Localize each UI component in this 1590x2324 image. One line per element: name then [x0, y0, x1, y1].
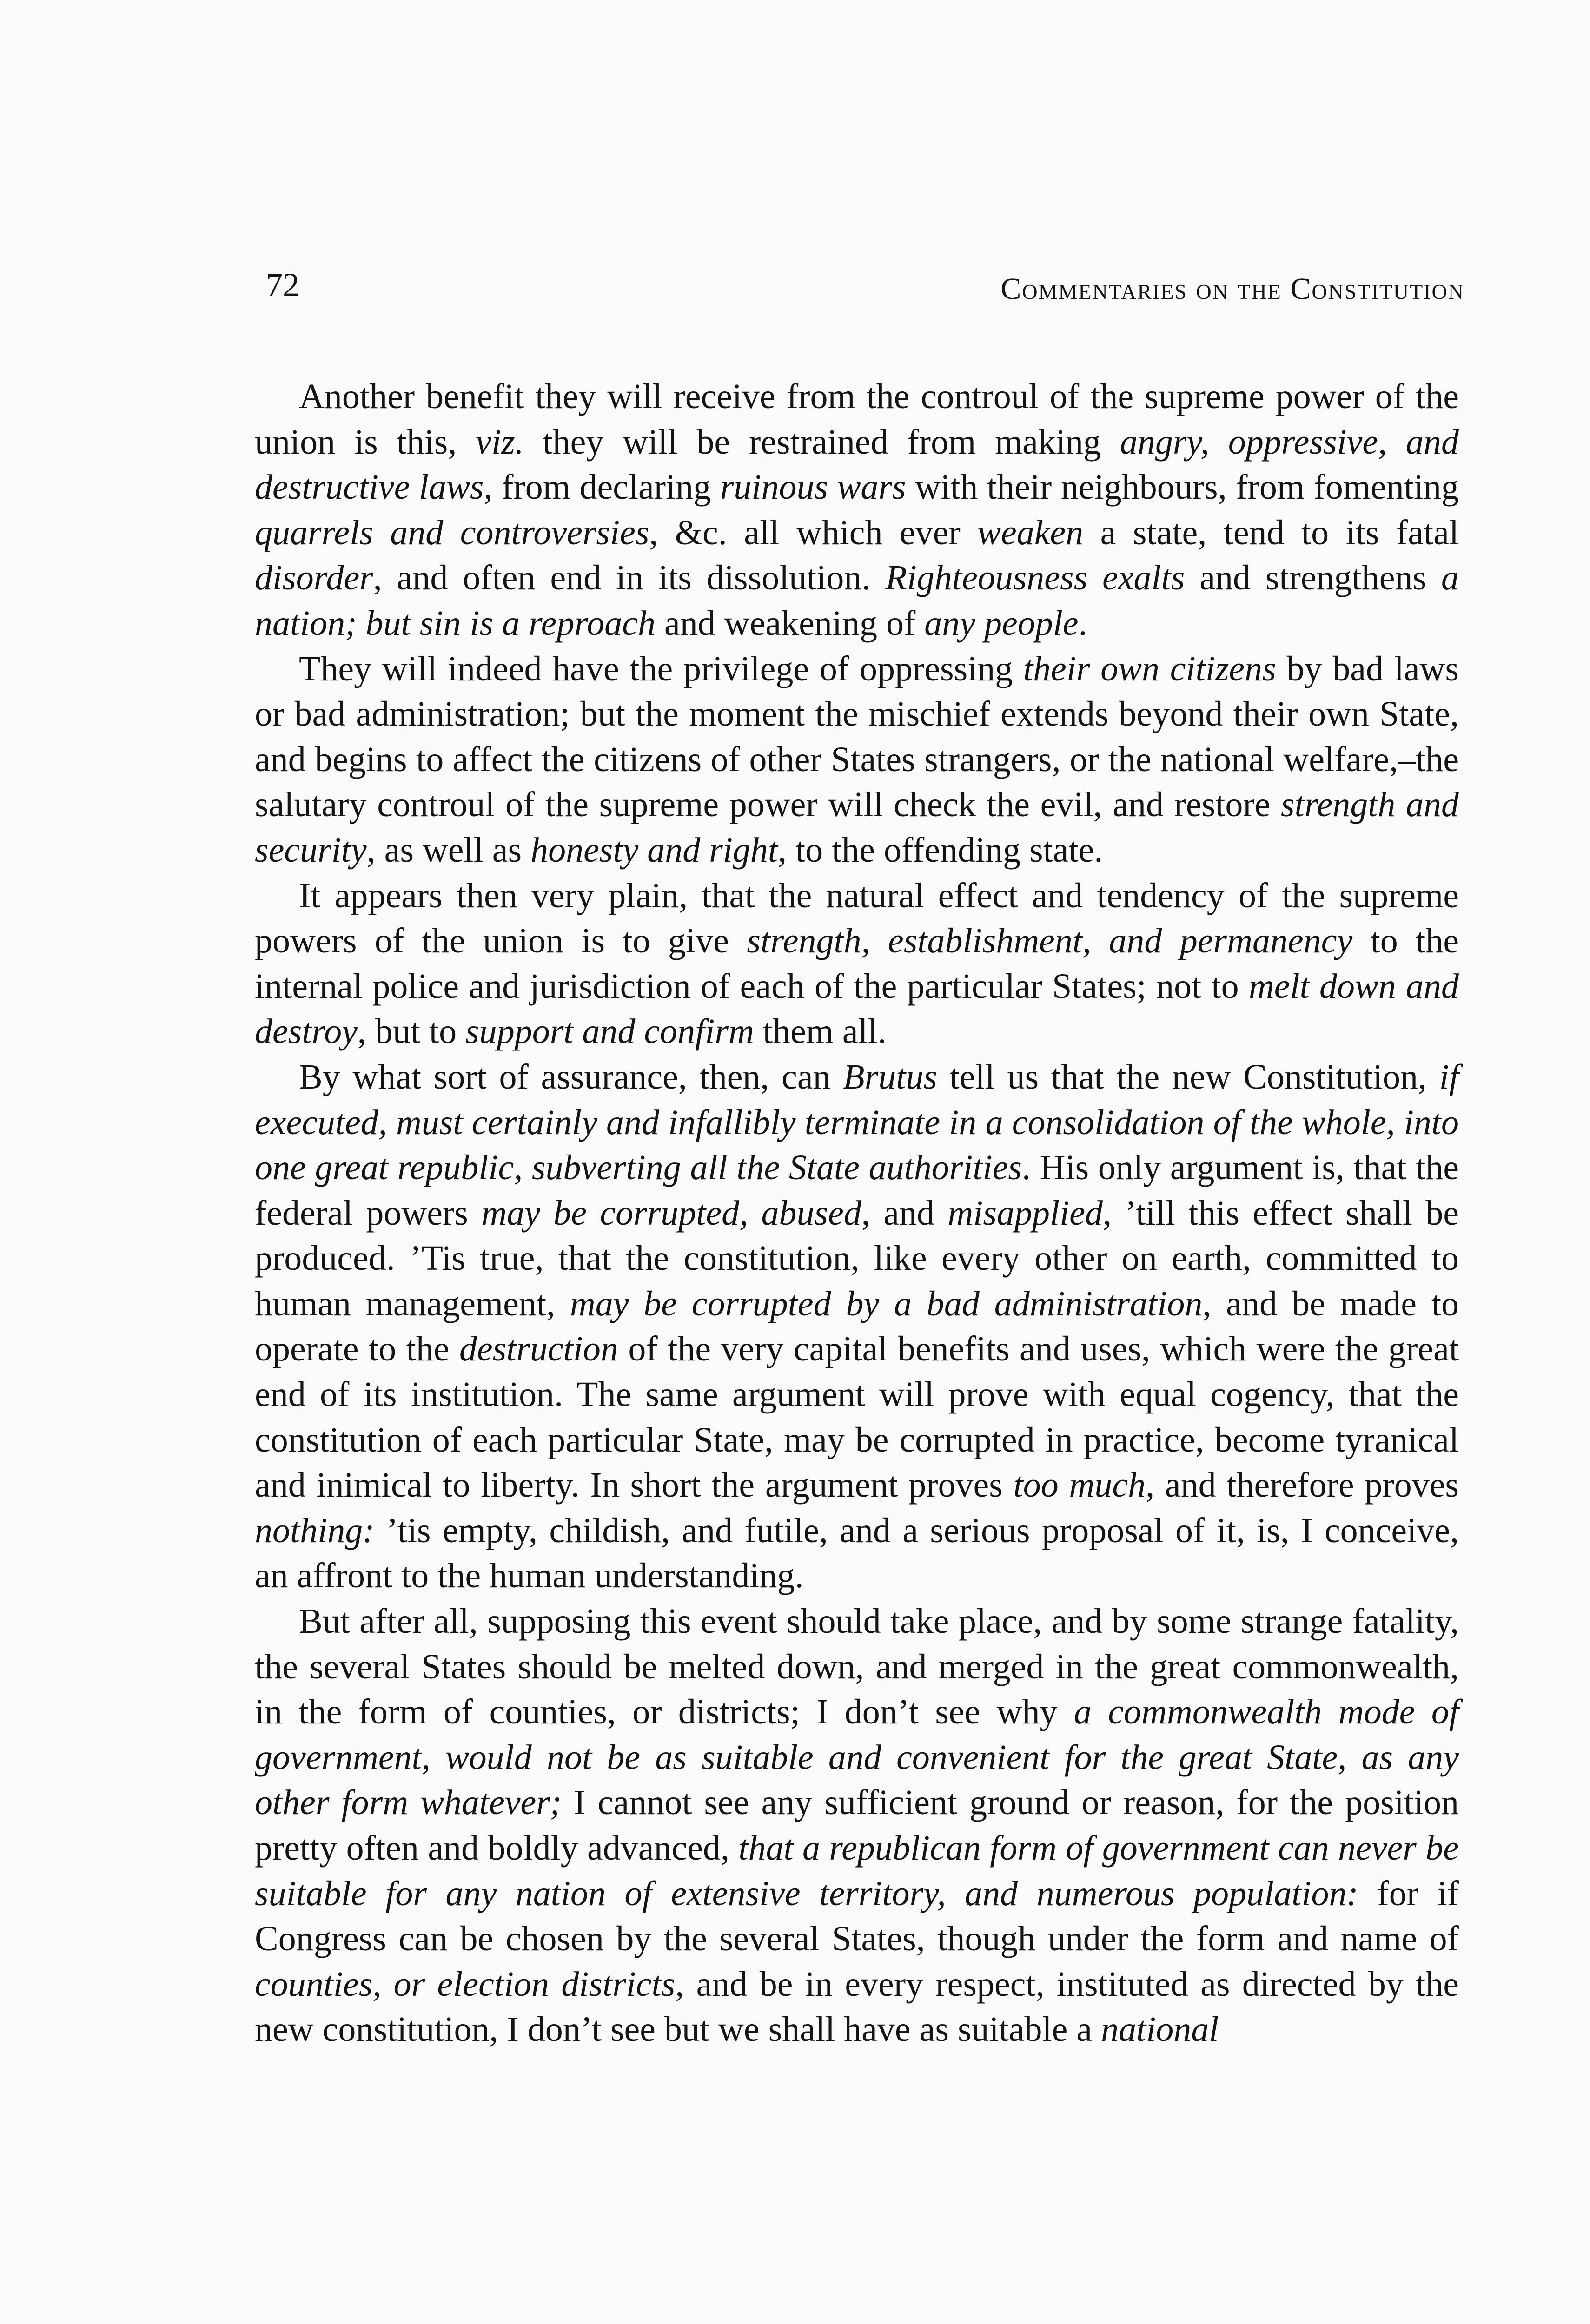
text-run: by bad laws or bad administration; but the moment the mischief extends beyond their own State, and begins to affect the citizens of other States strangers, or the national welfare,–the salutary controul of the supreme power will check the evil, and restore — [255, 649, 1459, 825]
italic-run: too much — [1013, 1466, 1146, 1505]
italic-run: angry, oppressive, and destructive laws — [255, 422, 1459, 507]
text-run: It appears then very plain, that the natural effect and tendency of the supreme powers of the union is to give — [255, 876, 1459, 961]
text-run: By what sort of assurance, then, can — [299, 1057, 843, 1096]
italic-run: their own citizens — [1023, 649, 1276, 688]
text-run: , and be in every respect, instituted as directed by the new constitution, I don’t see but we shall have as suitable a — [255, 1964, 1459, 2049]
italic-run: melt down and destroy — [255, 966, 1459, 1051]
paragraph — [255, 1055, 1459, 1599]
text-run: a state, tend to its fatal — [1083, 513, 1459, 552]
italic-run: strength and security — [255, 785, 1459, 870]
page-number: 72 — [266, 266, 299, 304]
text-run: , and often end in its dissolution. — [373, 558, 886, 598]
text-run: of the very capital benefits and uses, which were the great end of its institution. The same argument will prove with equal cogency, that the constitution of each particular State, may be corrupted in practice, become tyranical and inimical to liberty. In short the argument proves — [255, 1329, 1459, 1505]
italic-run: any people — [924, 603, 1079, 643]
italic-run: ruinous wars — [720, 468, 906, 507]
italic-run: honesty and right — [530, 830, 778, 870]
italic-run: strength, establishment, and permanency — [747, 921, 1353, 961]
text-run: ’tis empty, childish, and futile, and a serious proposal of it, is, I conceive, an affront to the human understanding. — [255, 1511, 1459, 1596]
body-text — [255, 374, 1459, 2053]
italic-run: viz. — [476, 422, 524, 462]
italic-run: nothing: — [255, 1511, 375, 1550]
text-run: , from declaring — [484, 468, 720, 507]
text-run: , as well as — [366, 830, 531, 870]
italic-run: that a republican form of government can never be suitable for any nation of extensive territory, and numerous population: — [255, 1829, 1459, 1913]
italic-run: Brutus — [843, 1057, 937, 1096]
italic-run: Righteousness exalts — [885, 558, 1185, 598]
italic-run: weaken — [977, 513, 1084, 552]
text-run: . His only argument is, that the federal powers — [255, 1148, 1459, 1233]
text-run: them all. — [754, 1012, 887, 1051]
text-run: , to the offending state. — [778, 830, 1103, 870]
italic-run: disorder — [255, 558, 373, 598]
text-run: to the internal police and jurisdiction of each of the particular States; not to — [255, 921, 1459, 1006]
text-run: . — [1078, 603, 1087, 643]
page-header — [266, 264, 1464, 315]
italic-run: may be corrupted, abused — [481, 1193, 861, 1233]
text-run: Another benefit they will receive from the controul of the supreme power of the union is this, — [255, 377, 1459, 462]
text-run: tell us that the new Constitution, — [937, 1057, 1439, 1096]
italic-run: a commonwealth mode of government, would not be as suitable and convenient for the great State, as any other form whatever; — [255, 1692, 1459, 1822]
italic-run: counties, or election districts — [255, 1964, 676, 2004]
text-run: , and be made to operate to the — [255, 1284, 1459, 1369]
italic-run: national — [1101, 2010, 1219, 2049]
text-run: They will indeed have the privilege of oppressing — [299, 649, 1024, 688]
paragraph — [255, 1599, 1459, 2053]
text-run: , and therefore proves — [1146, 1466, 1459, 1505]
text-run: , &c. all which ever — [649, 513, 978, 552]
paragraph — [255, 647, 1459, 873]
italic-run: may be corrupted by a bad administration — [570, 1284, 1203, 1323]
italic-run: a nation; but sin is a reproach — [255, 558, 1459, 643]
text-run: I cannot see any sufficient ground or reason, for the position pretty often and boldly advanced, — [255, 1783, 1459, 1868]
text-run: with their neighbours, from fomenting — [906, 468, 1459, 507]
text-run: , ’till this effect shall be produced. ’Tis true, that the constitution, like every other on earth, committed to human management, — [255, 1193, 1459, 1323]
italic-run: misapplied — [947, 1193, 1103, 1233]
text-run: But after all, supposing this event should take place, and by some strange fatality, the several States should be melted down, and merged in the great commonwealth, in the form of counties, or districts; I don’t see why — [255, 1602, 1459, 1732]
text-run: and strengthens — [1185, 558, 1442, 598]
text-run: , and — [861, 1193, 948, 1233]
italic-run: if executed, must certainly and infallibly terminate in a consolidation of the whole, into one great republic, subverting all the State authorities — [255, 1057, 1459, 1188]
running-head: Commentaries on the Constitution — [1000, 272, 1464, 306]
text-run: for if Congress can be chosen by the several States, though under the form and name of — [255, 1874, 1459, 1959]
text-run: they will be restrained from making — [523, 422, 1120, 462]
paragraph — [255, 873, 1459, 1055]
italic-run: destruction — [459, 1329, 618, 1369]
text-run: and weakening of — [656, 603, 925, 643]
italic-run: support and confirm — [465, 1012, 754, 1051]
italic-run: quarrels and controversies — [255, 513, 649, 552]
paragraph — [255, 374, 1459, 647]
text-run: , but to — [357, 1012, 466, 1051]
